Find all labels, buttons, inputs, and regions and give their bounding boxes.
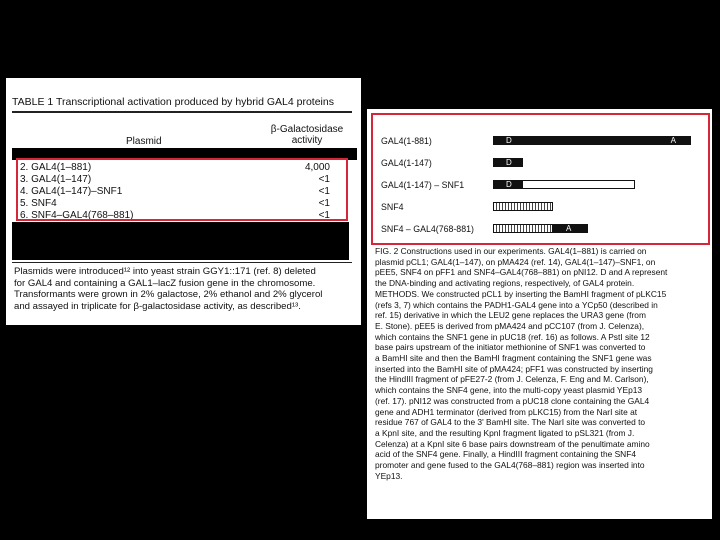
caption-line: acid of the SNF4 gene. Finally, a HindIII fragment containing the SNF4 <box>375 449 637 460</box>
footnote-line: for GAL4 and containing a GAL1–lacZ fusion gene in the chromosome. <box>14 277 316 289</box>
row-plasmid: 2. GAL4(1–881) <box>20 162 92 173</box>
caption-line: METHODS. We constructed pCL1 by inserting the BamHI fragment of pLKC15 <box>375 288 667 299</box>
caption-line: Celenza) at a KpnI site 6 base pairs downstream of the penultimate amino <box>375 438 650 449</box>
caption-line: (refs 3, 7) which contains the PADH1-GAL4 gene into a YCp50 (described in <box>375 299 658 310</box>
caption-line: the HindIII fragment of pFE27-2 (from J. Celenza, F. Eng and M. Carlson), <box>375 374 649 385</box>
caption-line: promoter and gene fused to the GAL4(768–881) region was inserted into <box>375 460 645 471</box>
caption-line: E. Stone). pEE5 is derived from pMA424 and pCC107 (from J. Celenza), <box>375 320 645 331</box>
construct-label: GAL4(1-147) <box>381 158 432 168</box>
row-activity: <1 <box>318 198 330 209</box>
header-activity <box>262 124 352 146</box>
footnote-line: Transformants were grown in 2% galactose, 2% ethanol and 2% glycerol <box>14 289 323 301</box>
dna-binding-region-label: D <box>506 158 512 167</box>
caption-line: pEE5, SNF4 on pFF1 and SNF4–GAL4(768–881) on pNI12. D and A represent <box>375 267 668 278</box>
caption-line: inserted into the BamHI site of pMA424; pFF1 was constructed by inserting <box>375 363 653 374</box>
caption-line: the DNA-binding and activating regions, respectively, of GAL4 protein. <box>375 278 635 289</box>
caption-line: a KpnI site, and the resulting KpnI fragment ligated to pSL321 (from J. <box>375 427 635 438</box>
row-activity: <1 <box>318 174 330 185</box>
caption-line: gene and ADH1 terminator (derived from pLKC15) from the NarI site at <box>375 406 638 417</box>
row-plasmid: 4. GAL4(1–147)–SNF1 <box>20 186 123 197</box>
row-plasmid: 5. SNF4 <box>20 198 57 209</box>
construct-label: SNF4 <box>381 202 404 212</box>
table-bottom-rule <box>12 262 352 263</box>
figure-caption <box>375 246 705 481</box>
caption-line: (ref. 17). pNI12 was constructed from a pUC18 clone containing the GAL4 <box>375 395 650 406</box>
row-activity: <1 <box>318 210 330 221</box>
activating-region-label: A <box>566 224 572 233</box>
construct-label: GAL4(1-147) – SNF1 <box>381 180 465 190</box>
footnote-line: and assayed in triplicate for β-galactosidase activity, as described¹³. <box>14 300 301 312</box>
row-plasmid: 6. SNF4–GAL4(768–881) <box>20 210 134 221</box>
caption-line: plasmid pCL1; GAL4(1–147), on pMA424 (ref. 14), GAL4(1–147)–SNF1, on <box>375 256 656 267</box>
dna-binding-region-label: D <box>506 180 512 189</box>
activating-region-label: A <box>670 136 676 145</box>
highlight-frame-table <box>16 158 348 221</box>
construct-label: SNF4 – GAL4(768-881) <box>381 224 474 234</box>
row-activity: <1 <box>318 186 330 197</box>
caption-line: FIG. 2 Constructions used in our experiments. GAL4(1–881) is carried on <box>375 246 647 256</box>
header-activity-line2: activity <box>291 135 323 146</box>
figure-2-panel <box>367 109 712 519</box>
table-title: TABLE 1 Transcriptional activation produced by hybrid GAL4 proteins <box>12 96 334 108</box>
table-top-rule <box>12 111 352 113</box>
caption-line: base pairs upstream of the initiator methionine of SNF1 was converted to <box>375 342 646 353</box>
header-activity-line1: β-Galactosidase <box>270 124 344 135</box>
caption-line: YEp13. <box>375 470 403 481</box>
caption-line: residue 767 of GAL4 to the 3' BamHI site. The NarI site was converted to <box>375 417 646 428</box>
construct-label: GAL4(1-881) <box>381 136 432 146</box>
caption-line: ref. 15) derivative in which the LEU2 gene replaces the URA3 gene (from <box>375 310 646 321</box>
redaction-block-bottom <box>12 222 349 260</box>
dna-binding-region-label: D <box>506 136 512 145</box>
caption-line: which contains the SNF4 gene, into the multi-copy yeast plasmid YEp13 <box>375 385 643 396</box>
table-footnote <box>14 266 354 312</box>
highlight-frame-figure <box>371 113 710 245</box>
caption-line: a BamHI site and then the BamHI fragment containing the SNF1 gene was <box>375 353 652 364</box>
footnote-line: Plasmids were introduced¹² into yeast strain GGY1::171 (ref. 8) deleted <box>14 266 316 277</box>
row-plasmid: 3. GAL4(1–147) <box>20 174 92 185</box>
caption-line: which contains the SNF1 gene in pUC18 (ref. 16) as follows. A PstI site 12 <box>375 331 650 342</box>
header-plasmid: Plasmid <box>126 136 162 147</box>
table-1-panel <box>6 78 361 325</box>
row-activity: 4,000 <box>304 162 330 173</box>
